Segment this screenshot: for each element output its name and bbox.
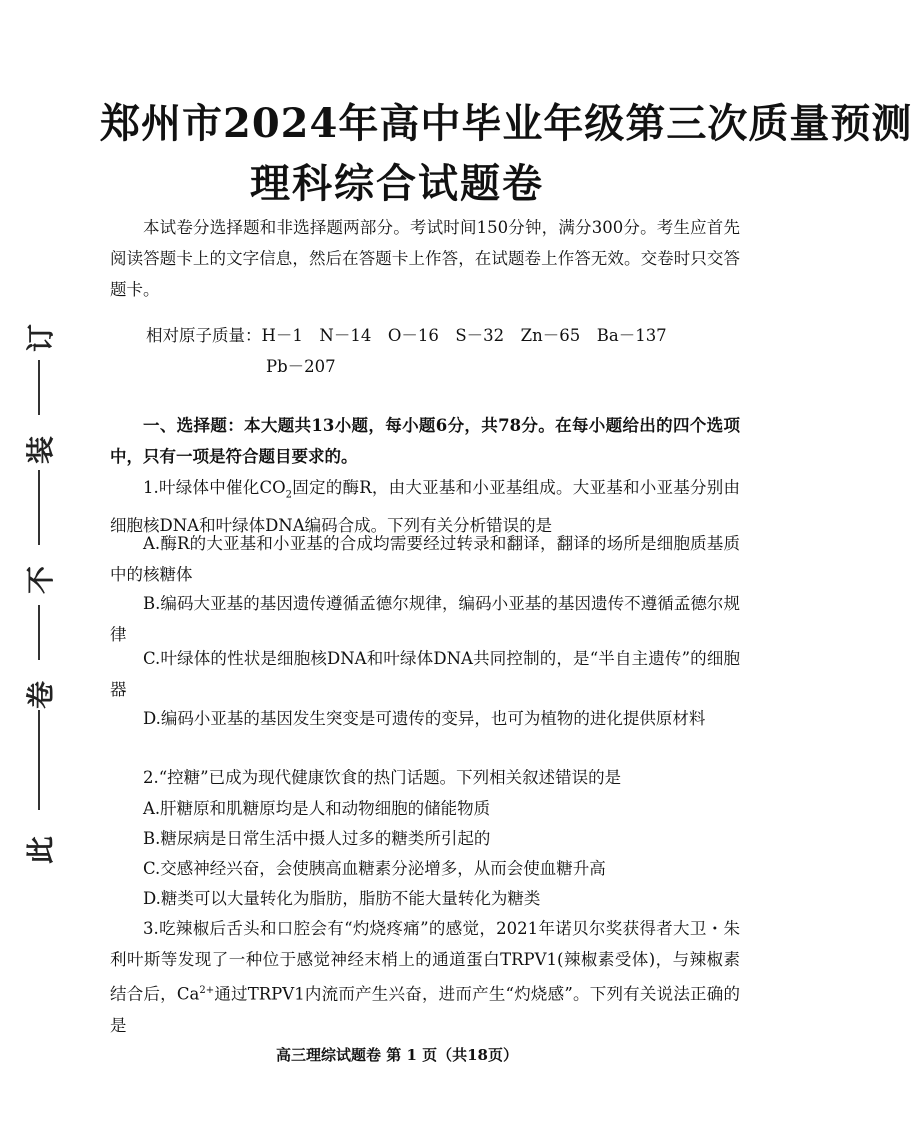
q1-stem-part: 1.叶绿体中催化CO [143, 478, 286, 497]
q3-stem-part: 3.吃辣椒后舌头和口腔会有“灼烧疼痛”的感觉，2021年诺贝尔奖获得者大卫・朱利叶斯等发现了一种位于感觉神经末梢上的通道蛋白TRPV1(辣椒素受体)，与辣椒素结合后，Ca [110, 919, 740, 1004]
section-heading: 一、选择题：本大题共13小题，每小题6分，共78分。在每小题给出的四个选项中，只有一项是符合题目要求的。 [110, 416, 740, 466]
q3-superscript: 2+ [199, 985, 215, 996]
question-1-option-d: D.编码小亚基的基因发生突变是可遗传的变异，也可为植物的进化提供原材料 [143, 709, 706, 728]
binding-char: 装 [24, 436, 57, 465]
question-2-option-c: C.交感神经兴奋，会使胰高血糖素分泌增多，从而会使血糖升高 [143, 859, 606, 878]
q1-subscript: 2 [285, 489, 292, 501]
q1-stem-part: 固定的酶R，由大亚基和小亚基组成。大亚基和小亚基分别由细胞核DNA和叶绿体DNA编码合成。下列有关分析错误的是 [110, 478, 740, 536]
binding-line [38, 470, 40, 545]
question-2-stem: 2.“控糖”已成为现代健康饮食的热门话题。下列相关叙述错误的是 [143, 768, 622, 787]
atomic-mass-items: H－1 N－14 O－16 S－32 Zn－65 Ba－137 [261, 326, 667, 345]
binding-line [38, 360, 40, 415]
atomic-mass-label: 相对原子质量： [146, 326, 262, 345]
intro-text: 本试卷分选择题和非选择题两部分。考试时间150分钟，满分300分。考生应首先阅读答题卡上的文字信息，然后在答题卡上作答，在试题卷上作答无效。交卷时只交答题卡。 [110, 218, 740, 299]
question-2-option-b: B.糖尿病是日常生活中摄人过多的糖类所引起的 [143, 829, 491, 848]
question-2-option-a: A.肝糖原和肌糖原均是人和动物细胞的储能物质 [143, 799, 491, 818]
exam-title: 郑州市2024年高中毕业年级第三次质量预测 [100, 100, 912, 147]
page-footer: 高三理综试题卷 第 1 页（共18页） [276, 1046, 518, 1064]
atomic-mass-line [146, 322, 667, 346]
question-3-stem [110, 913, 740, 1041]
binding-char: 卷 [24, 681, 57, 710]
binding-char: 不 [24, 566, 57, 595]
binding-margin [6, 150, 66, 920]
binding-line [38, 710, 40, 810]
binding-char: 此 [24, 836, 57, 865]
question-1-option-a: A.酶R的大亚基和小亚基的合成均需要经过转录和翻译，翻译的场所是细胞质基质中的核糖体 [110, 534, 740, 584]
binding-char: 订 [24, 324, 57, 353]
question-2-option-d: D.糖类可以大量转化为脂肪，脂肪不能大量转化为糖类 [143, 889, 541, 908]
question-1-option-b: B.编码大亚基的基因遗传遵循孟德尔规律，编码小亚基的基因遗传不遵循孟德尔规律 [110, 594, 740, 644]
question-1-option-c: C.叶绿体的性状是细胞核DNA和叶绿体DNA共同控制的，是“半自主遗传”的细胞器 [110, 649, 740, 699]
binding-line [38, 605, 40, 660]
q3-stem-part: 通过TRPV1内流而产生兴奋，进而产生“灼烧感”。下列有关说法正确的是 [110, 984, 740, 1035]
atomic-mass-items-2: Pb－207 [266, 357, 336, 376]
exam-subtitle: 理科综合试题卷 [250, 160, 544, 207]
